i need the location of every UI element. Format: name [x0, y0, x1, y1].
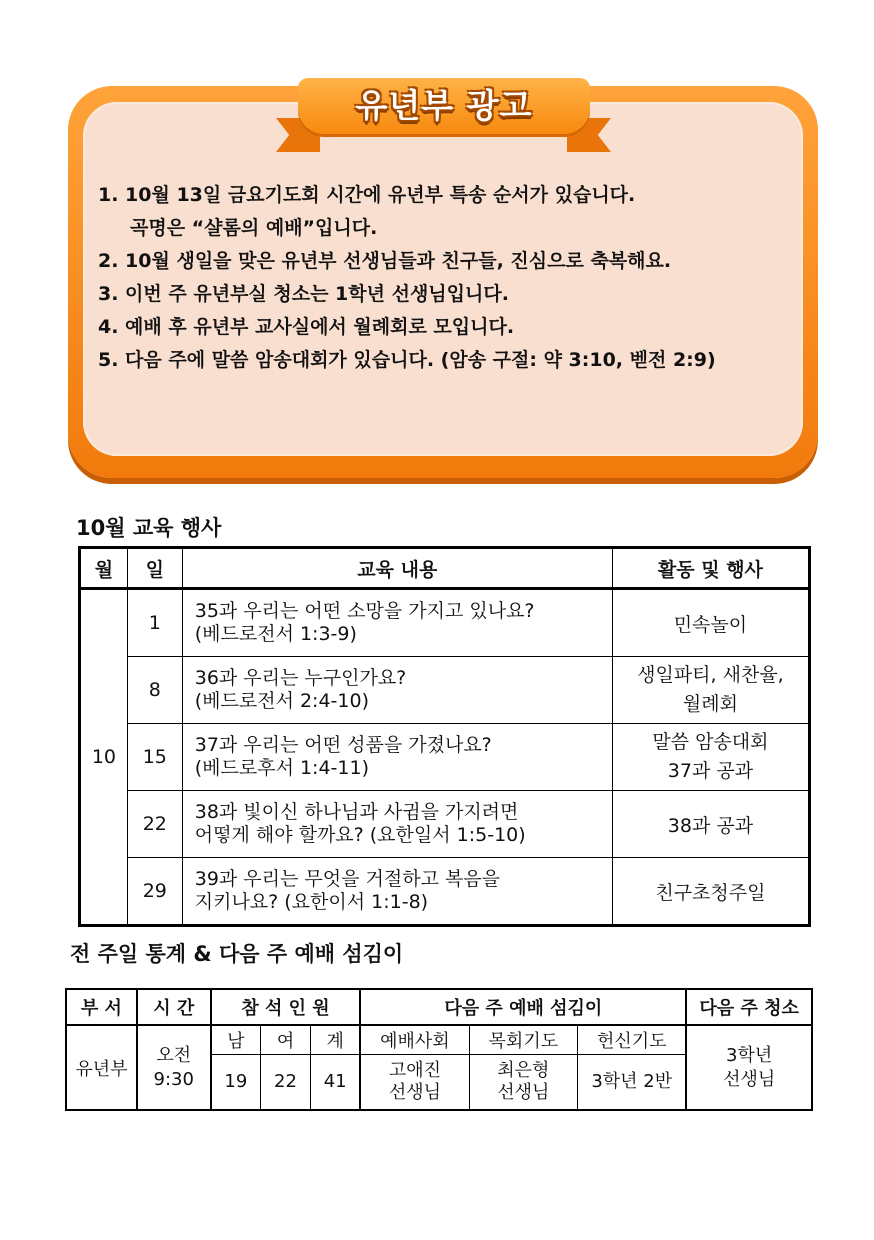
content-cell — [182, 791, 612, 858]
header-content: 교육 내용 — [182, 548, 612, 589]
activity-line: 37과 공과 — [667, 760, 754, 782]
announcement-list — [98, 186, 716, 384]
table-header-row — [80, 548, 810, 589]
header-cleaning: 다음 주 청소 — [686, 989, 812, 1025]
announcement-item: 4. 예배 후 유년부 교사실에서 월례회로 모입니다. — [98, 316, 515, 338]
cleaning-line: 선생님 — [723, 1068, 776, 1090]
time-line: 오전 — [156, 1045, 192, 1067]
day-cell: 22 — [127, 791, 182, 858]
education-heading: 10월 교육 행사 — [76, 516, 222, 540]
content-cell — [182, 724, 612, 791]
activity-cell — [612, 791, 809, 858]
total-count: 41 — [310, 1055, 360, 1111]
content-line: 지키나요? (요한이서 1:1-8) — [194, 891, 429, 913]
leader-title: 선생님 — [388, 1082, 441, 1103]
time-cell — [137, 1025, 211, 1110]
activity-cell — [612, 589, 809, 657]
cleaning-line: 3학년 — [726, 1045, 773, 1067]
female-count: 22 — [261, 1055, 311, 1111]
table-row — [80, 657, 810, 724]
content-line: (베드로후서 1:4-11) — [194, 757, 369, 779]
stats-subheader-row — [66, 1025, 812, 1055]
activity-cell — [612, 858, 809, 926]
leader-cell — [360, 1055, 469, 1111]
table-row — [80, 724, 810, 791]
content-line: 39과 우리는 무엇을 거절하고 복음을 — [194, 868, 501, 891]
sub-total: 계 — [310, 1025, 360, 1055]
stats-table — [65, 988, 813, 1111]
sub-leader: 예배사회 — [360, 1025, 469, 1055]
sub-offering: 헌신기도 — [578, 1025, 687, 1055]
header-time: 시 간 — [137, 989, 211, 1025]
sub-prayer: 목회기도 — [469, 1025, 578, 1055]
table-row — [80, 858, 810, 926]
male-count: 19 — [211, 1055, 261, 1111]
activity-cell — [612, 724, 809, 791]
sub-male: 남 — [211, 1025, 261, 1055]
activity-line: 월례회 — [682, 693, 738, 715]
table-row — [80, 791, 810, 858]
dept-cell: 유년부 — [66, 1025, 137, 1110]
activity-line: 민속놀이 — [673, 613, 748, 636]
announcement-item: 1. 10월 13일 금요기도회 시간에 유년부 특송 순서가 있습니다. — [98, 184, 636, 206]
day-cell: 29 — [127, 858, 182, 926]
stats-header-row — [66, 989, 812, 1025]
day-cell: 1 — [127, 589, 182, 657]
content-line: 38과 빛이신 하나님과 사귐을 가지려면 — [194, 801, 519, 824]
announcement-item: 5. 다음 주에 말씀 암송대회가 있습니다. (암송 구절: 약 3:10, 벧전 2:9) — [98, 349, 716, 371]
header-attendance: 참 석 인 원 — [211, 989, 361, 1025]
activity-cell — [612, 657, 809, 724]
day-cell: 15 — [127, 724, 182, 791]
content-line: 37과 우리는 어떤 성품을 가졌나요? — [194, 734, 492, 757]
activity-line: 생일파티, 새찬율, — [637, 663, 784, 686]
header-activity: 활동 및 행사 — [612, 548, 809, 589]
header-month: 월 — [80, 548, 128, 589]
content-cell — [182, 589, 612, 657]
leader-name: 고애진 — [388, 1060, 441, 1082]
education-table — [78, 546, 811, 927]
header-servers: 다음 주 예배 섬김이 — [360, 989, 686, 1025]
announcement-title: 유년부 광고 — [355, 86, 533, 125]
sub-female: 여 — [261, 1025, 311, 1055]
stats-heading: 전 주일 통계 & 다음 주 예배 섬김이 — [70, 942, 404, 966]
time-line: 9:30 — [153, 1068, 194, 1090]
prayer-name: 최은형 — [497, 1060, 550, 1082]
content-line: 36과 우리는 누구인가요? — [194, 667, 407, 690]
announcement-item: 2. 10월 생일을 맞은 유년부 선생님들과 친구들, 진심으로 축복해요. — [98, 250, 672, 272]
prayer-cell — [469, 1055, 578, 1111]
content-line: (베드로전서 2:4-10) — [194, 690, 369, 712]
announcement-item: 3. 이번 주 유년부실 청소는 1학년 선생님입니다. — [98, 283, 509, 305]
day-cell: 8 — [127, 657, 182, 724]
header-dept: 부 서 — [66, 989, 137, 1025]
content-line: 35과 우리는 어떤 소망을 가지고 있나요? — [194, 600, 535, 623]
prayer-title: 선생님 — [497, 1082, 550, 1103]
offering-cell: 3학년 2반 — [578, 1055, 687, 1111]
activity-line: 친구초청주일 — [655, 881, 766, 904]
content-cell — [182, 858, 612, 926]
content-line: 어떻게 해야 할까요? (요한일서 1:5-10) — [194, 824, 526, 846]
activity-line: 38과 공과 — [667, 814, 754, 837]
month-cell: 10 — [80, 589, 128, 926]
header-day: 일 — [127, 548, 182, 589]
table-row — [80, 589, 810, 657]
content-line: (베드로전서 1:3-9) — [194, 623, 357, 645]
content-cell — [182, 657, 612, 724]
activity-line: 말씀 암송대회 — [652, 730, 769, 753]
announcement-item: 곡명은 “샬롬의 예배”입니다. — [130, 217, 378, 239]
cleaning-cell — [686, 1025, 812, 1110]
